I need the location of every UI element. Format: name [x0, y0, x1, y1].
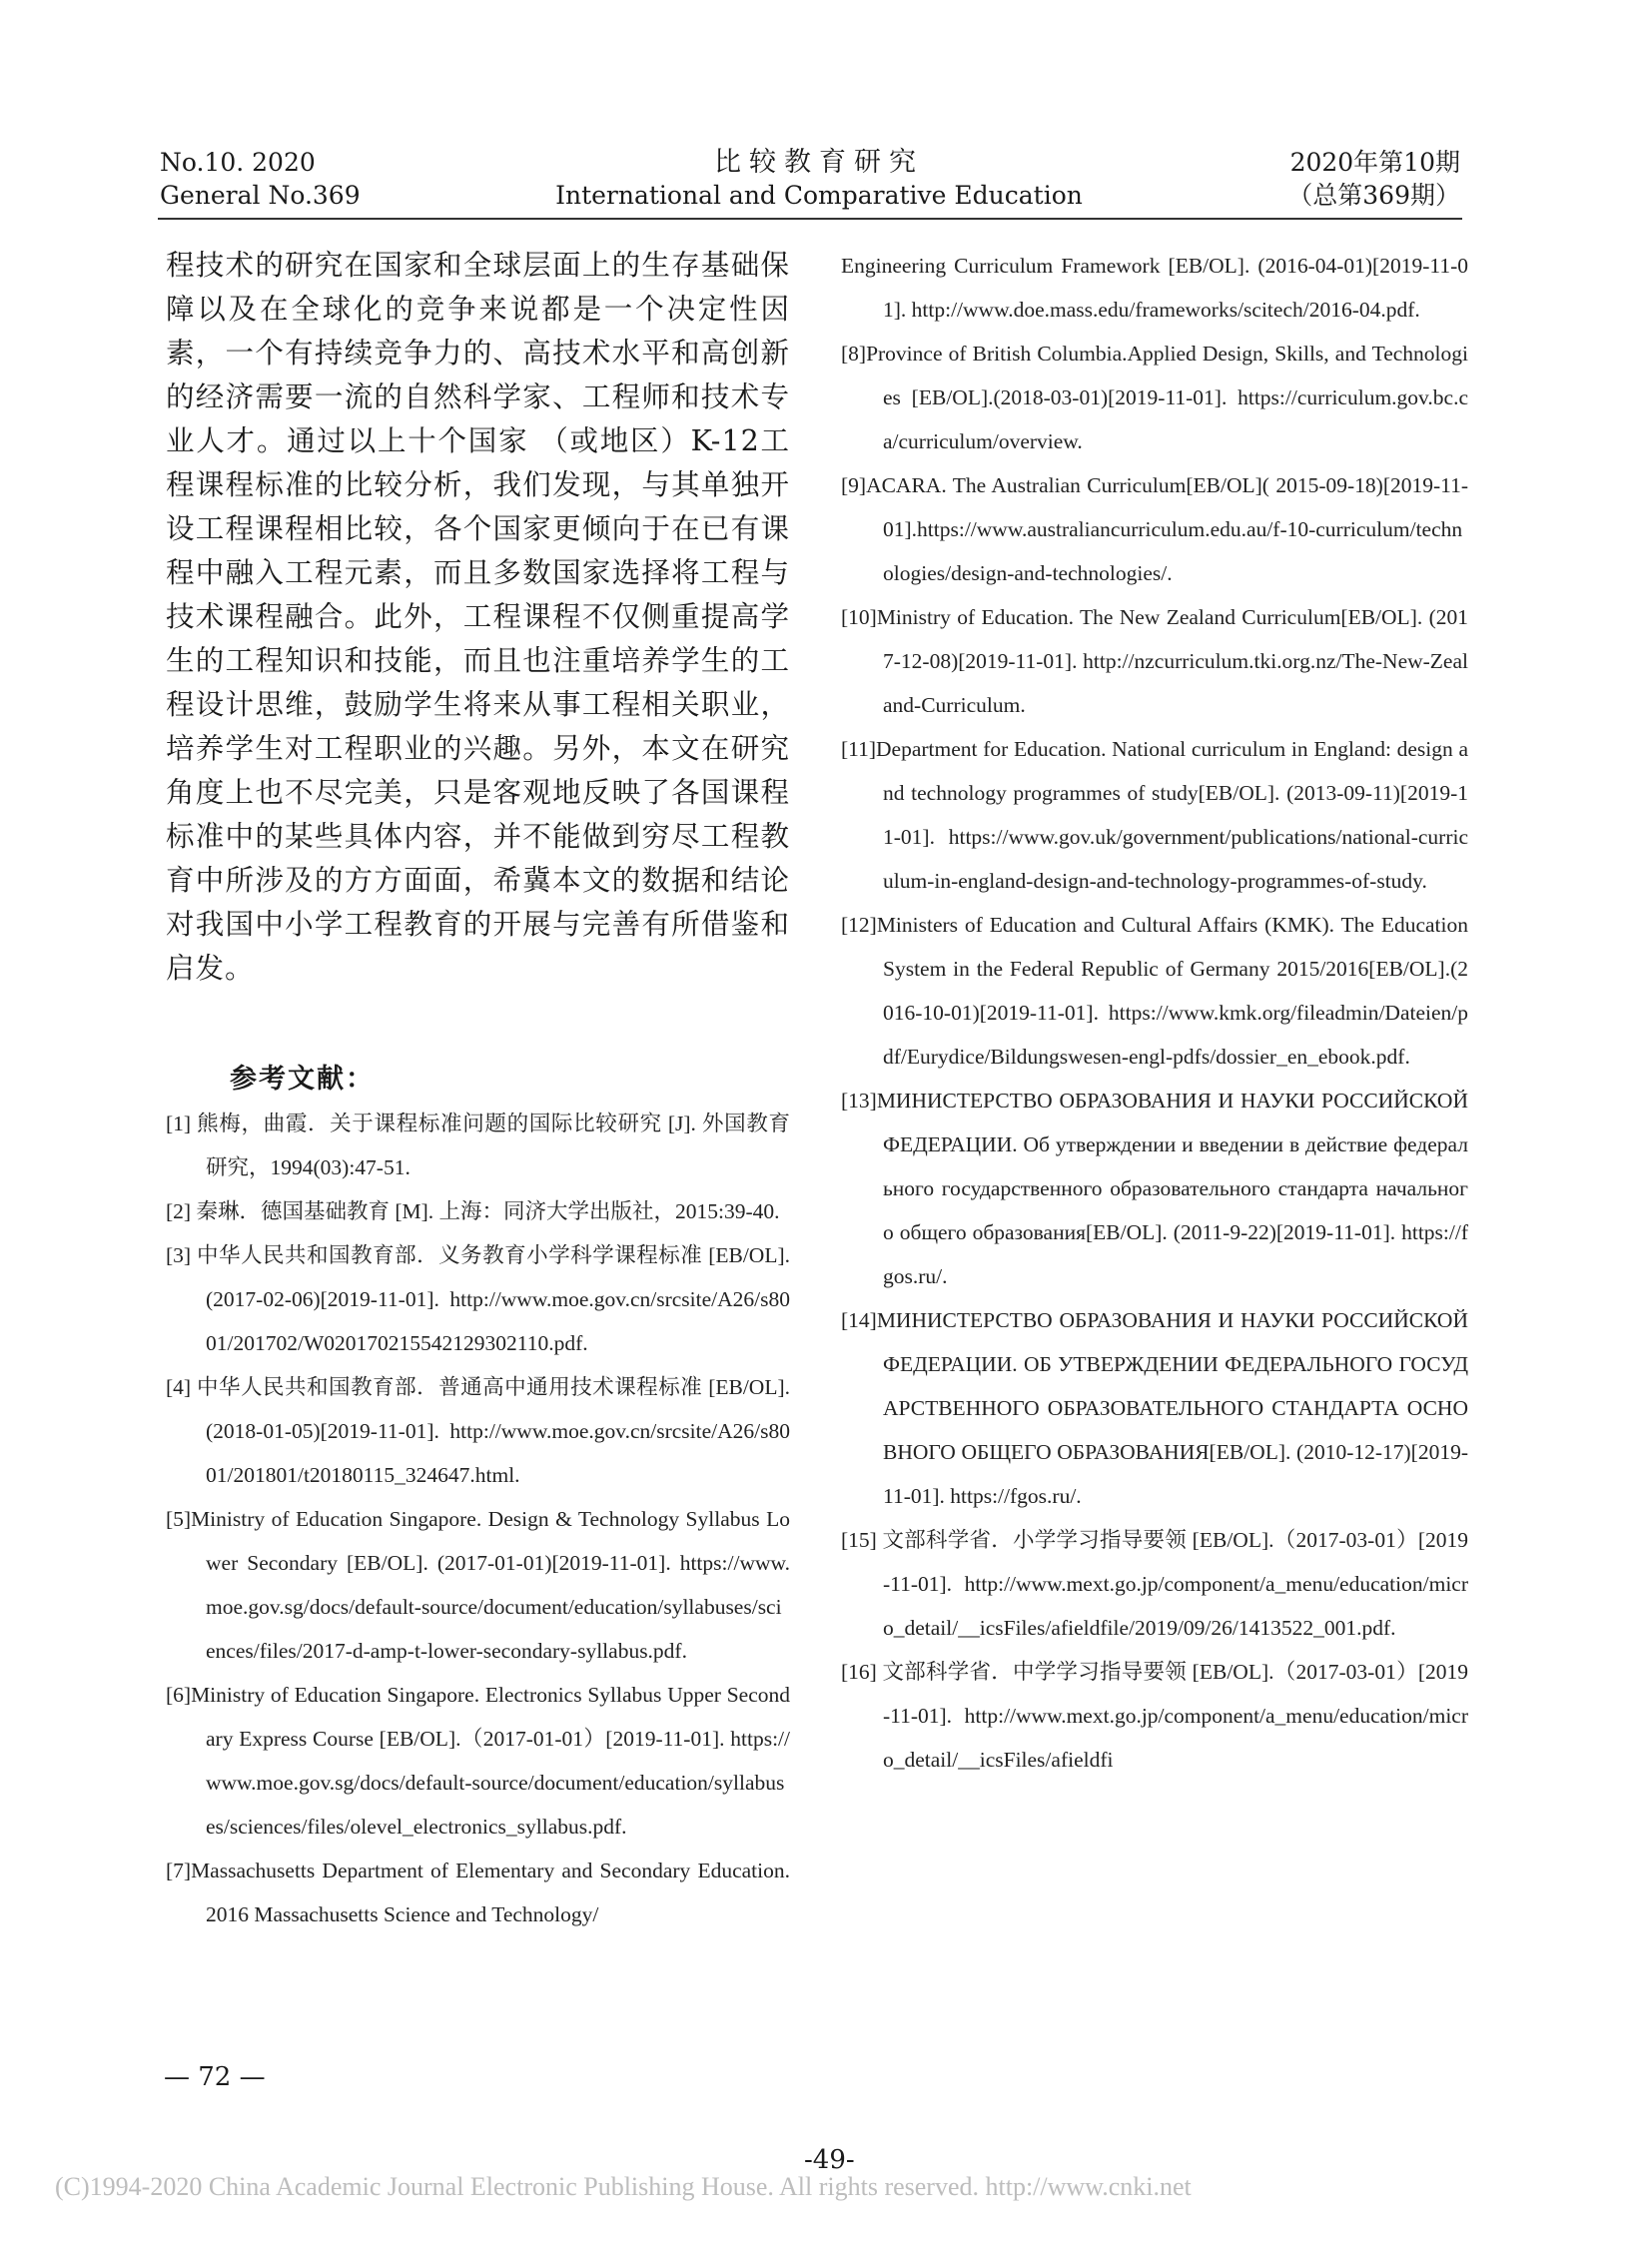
reference-item: [8]Province of British Columbia.Applied Design, Skills, and Technologies [EB/OL].(2018-03-01)[2019-11-01]. https://curriculum.gov.bc.ca/curriculum/overview. — [841, 342, 1468, 453]
journal-title-block — [469, 146, 1169, 212]
header-year-block — [1287, 146, 1460, 212]
reference-continuation: Engineering Curriculum Framework [EB/OL]. (2016-04-01)[2019-11-01]. http://www.doe.mass.edu/frameworks/scitech/2016-04.pdf. — [841, 254, 1468, 322]
reference-item: [16] 文部科学省．中学学习指导要领 [EB/OL].（2017-03-01）[2019-11-01]. http://www.mext.go.jp/component/a_menu/education/micro_detail/__icsFiles/afieldfi — [841, 1660, 1468, 1772]
reference-item: [12]Ministers of Education and Cultural Affairs (KMK). The Education System in the Federal Republic of Germany 2015/2016[EB/OL].(2016-10-01)[2019-11-01]. https://www.kmk.org/fileadmin/Dateien/pdf/Eurydice/Bildungswesen-engl-pdfs/dossier_en_ebook.pdf. — [841, 913, 1468, 1069]
total-issue-cn: （总第369期） — [1287, 181, 1460, 210]
general-number: General No.369 — [160, 181, 361, 210]
reference-list-left — [166, 1102, 790, 1936]
reference-item: [6]Ministry of Education Singapore. Electronics Syllabus Upper Secondary Express Course [EB/OL].（2017-01-01）[2019-11-01]. https://www.moe.gov.sg/docs/default-source/document/education/syllabuses/sciences/files/olevel_electronics_syllabus.pdf. — [166, 1683, 790, 1839]
body-paragraph: 程技术的研究在国家和全球层面上的生存基础保障以及在全球化的竞争来说都是一个决定性因素，一个有持续竞争力的、高技术水平和高创新的经济需要一流的自然科学家、工程师和技术专业人才。通过以上十个国家 （或地区）K-12工程课程标准的比较分析，我们发现，与其单独开设工程课程相比较，各个国家更倾向于在已有课程中融入工程元素，而且多数国家选择将工程与技术课程融合。此外，工程课程不仅侧重提高学生的工程知识和技能，而且也注重培养学生的工程设计思维，鼓励学生将来从事工程相关职业，培养学生对工程职业的兴趣。另外，本文在研究角度上也不尽完美，只是客观地反映了各国课程标准中的某些具体内容，并不能做到穷尽工程教育中所涉及的方方面面，希冀本文的数据和结论对我国中小学工程教育的开展与完善有所借鉴和启发。 — [166, 249, 790, 985]
reference-item: [9]ACARA. The Australian Curriculum[EB/OL]( 2015-09-18)[2019-11-01].https://www.australiancurriculum.edu.au/f-10-curriculum/technologies/design-and-technologies/. — [841, 473, 1468, 585]
reference-item: [15] 文部科学省．小学学习指导要领 [EB/OL].（2017-03-01）[2019-11-01]. http://www.mext.go.jp/component/a_menu/education/micro_detail/__icsFiles/afieldfile/2019/09/26/1413522_001.pdf. — [841, 1528, 1468, 1640]
year-issue-cn: 2020年第10期 — [1289, 148, 1460, 177]
left-column — [166, 244, 790, 1936]
reference-item: [2] 秦琳．德国基础教育 [M]. 上海：同济大学出版社，2015:39-40. — [166, 1199, 780, 1223]
header-divider — [158, 218, 1462, 220]
reference-item: [5]Ministry of Education Singapore. Design & Technology Syllabus Lower Secondary [EB/OL]. (2017-01-01)[2019-11-01]. https://www.moe.gov.sg/docs/default-source/document/education/syllabuses/sciences/files/2017-d-amp-t-lower-secondary-syllabus.pdf. — [166, 1507, 790, 1663]
reference-item: [1] 熊梅，曲霞．关于课程标准问题的国际比较研究 [J]. 外国教育研究，1994(03):47-51. — [166, 1112, 790, 1179]
issue-number: No.10. 2020 — [160, 148, 316, 177]
reference-item: [11]Department for Education. National curriculum in England: design and technology programmes of study[EB/OL]. (2013-09-11)[2019-11-01]. https://www.gov.uk/government/publications/national-curriculum-in-england-design-and-technology-programmes-of-study. — [841, 737, 1468, 893]
references-heading: 参考文献： — [230, 1064, 375, 1095]
reference-item: [4] 中华人民共和国教育部．普通高中通用技术课程标准 [EB/OL]. (2018-01-05)[2019-11-01]. http://www.moe.gov.cn/srcsite/A26/s8001/201801/t20180115_324647.html. — [166, 1375, 790, 1487]
journal-title-en: International and Comparative Education — [555, 181, 1083, 210]
right-column — [841, 244, 1468, 1782]
reference-item: [10]Ministry of Education. The New Zealand Curriculum[EB/OL]. (2017-12-08)[2019-11-01]. http://nzcurriculum.tki.org.nz/The-New-Zealand-Curriculum. — [841, 605, 1468, 717]
reference-item: [7]Massachusetts Department of Elementary and Secondary Education. 2016 Massachusetts Science and Technology/ — [166, 1859, 790, 1926]
cnki-copyright-footer: (C)1994-2020 China Academic Journal Electronic Publishing House. All rights reserved. http://www.cnki.net — [55, 2172, 1192, 2201]
reference-item: [3] 中华人民共和国教育部．义务教育小学科学课程标准 [EB/OL]. (2017-02-06)[2019-11-01]. http://www.moe.gov.cn/srcsite/A26/s8001/201702/W020170215542129302110.pdf. — [166, 1243, 790, 1355]
header-issue-block — [160, 146, 361, 212]
reference-item: [14]МИНИСТЕРСТВО ОБРАЗОВАНИЯ И НАУКИ РОССИЙСКОЙ ФЕДЕРАЦИИ. ОБ УТВЕРЖДЕНИИ ФЕДЕРАЛЬНОГО ГОСУДАРСТВЕННОГО ОБРАЗОВАТЕЛЬНОГО СТАНДАРТА ОСНОВНОГО ОБЩЕГО ОБРАЗОВАНИЯ[EB/OL]. (2010-12-17)[2019-11-01]. https://fgos.ru/. — [841, 1308, 1468, 1508]
page-number: — 72 — — [164, 2062, 266, 2092]
page-number-secondary: -49- — [804, 2145, 855, 2175]
reference-item: [13]МИНИСТЕРСТВО ОБРАЗОВАНИЯ И НАУКИ РОССИЙСКОЙ ФЕДЕРАЦИИ. Об утверждении и введении в действие федерального государственного образовательного стандарта начального общего образования[EB/OL]. (2011-9-22)[2019-11-01]. https://fgos.ru/. — [841, 1089, 1468, 1288]
journal-title-cn: 比较教育研究 — [714, 147, 924, 178]
